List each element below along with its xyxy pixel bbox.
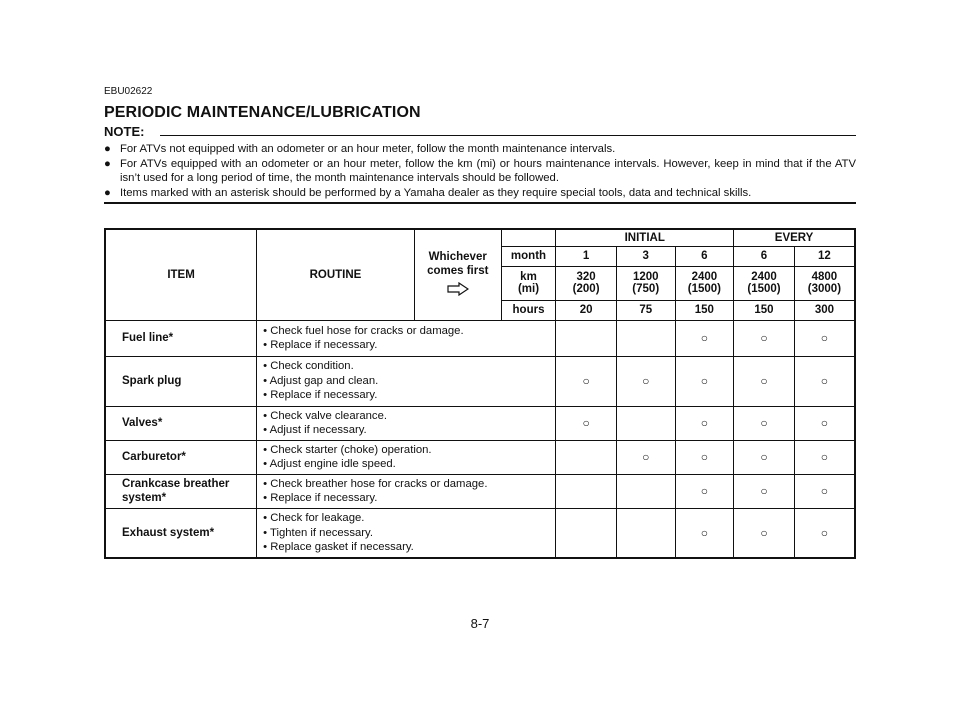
routine-cell [257,474,556,508]
mi-number: (200) [572,283,600,295]
bullet-icon: ● [104,157,111,170]
interval-cell [556,320,617,356]
circle-mark-icon: ○ [700,484,708,498]
item-cell [105,320,257,356]
circle-mark-icon: ○ [642,450,650,464]
column-header-item: ITEM [105,229,257,320]
month-value: 3 [616,246,675,266]
routine-step: • Replace if necessary. [263,339,378,351]
km-value [794,266,855,300]
interval-cell [675,508,734,558]
interval-cell [675,406,734,440]
routine-step: • Check condition. [263,360,354,373]
routine-step: • Check valve clearance. [263,409,387,422]
circle-mark-icon: ○ [760,450,768,464]
km-value [616,266,675,300]
routine-step: • Replace if necessary. [263,492,378,504]
item-cell [105,440,257,474]
comes-first-line: comes first [427,265,489,277]
item-text: Spark plug [122,375,182,387]
table-row [105,508,855,558]
interval-cell [734,440,795,474]
item-cell [105,406,257,440]
page-number: 8-7 [470,616,490,631]
circle-mark-icon: ○ [760,331,768,345]
interval-cell [616,440,675,474]
bullet-icon: ● [104,186,111,199]
arrow-right-icon [415,282,501,296]
circle-mark-icon: ○ [700,450,708,464]
mi-number: (1500) [687,283,721,295]
circle-mark-icon: ○ [820,450,829,464]
section-code: EBU02622 [104,86,153,97]
interval-cell [675,440,734,474]
label-km-mi [501,266,556,300]
interval-cell [734,320,795,356]
month-value: 1 [556,246,617,266]
km-number: 4800 [811,271,838,283]
interval-cell [616,406,675,440]
interval-cell [556,406,617,440]
routine-cell [257,356,556,406]
interval-cell [556,440,617,474]
routine-step: • Adjust if necessary. [263,424,367,436]
circle-mark-icon: ○ [760,416,768,430]
item-text: Fuel line* [122,332,174,344]
routine-step: • Check for leakage. [263,512,365,524]
interval-cell [734,474,795,508]
note-header [104,124,856,138]
header-row-group [105,229,855,246]
mi-number: (750) [632,283,660,295]
routine-cell [257,440,556,474]
interval-cell [556,508,617,558]
note-item [104,142,856,157]
mi-number: (3000) [807,283,842,295]
label-hours: hours [501,300,556,320]
item-cell [105,356,257,406]
routine-step: • Adjust engine idle speed. [263,458,396,470]
routine-cell [257,508,556,558]
interval-cell [616,508,675,558]
bullet-icon: ● [104,143,111,155]
interval-cell [556,356,617,406]
interval-cell [616,320,675,356]
item-text: system* [122,492,167,504]
page-title: PERIODIC MAINTENANCE/LUBRICATION [104,104,421,121]
table-row [105,474,855,508]
interval-cell [794,320,855,356]
hours-value: 150 [675,300,734,320]
note-list [104,142,856,200]
km-number: 2400 [691,271,718,283]
circle-mark-icon: ○ [820,484,829,498]
item-text: Exhaust system* [122,526,215,539]
maintenance-rows [105,320,855,558]
note-text: For ATVs equipped with an odometer or an hour meter, follow the km (mi) or hours maintenance intervals. However, keep in mind that if the ATV isn’t used for a long period of time, the month maintenance intervals should be followed. [120,157,856,184]
item-text: Carburetor* [122,451,186,463]
routine-step: • Check breather hose for cracks or damage. [263,477,488,490]
hours-value: 150 [734,300,795,320]
interval-cell [794,406,855,440]
label-km: km [520,271,537,283]
maintenance-table [104,228,856,559]
routine-step: • Tighten if necessary. [263,526,373,539]
note-item [104,157,856,186]
circle-mark-icon: ○ [760,374,768,388]
routine-step: • Adjust gap and clean. [263,374,379,387]
circle-mark-icon: ○ [700,374,708,388]
interval-cell [794,440,855,474]
hours-value: 75 [616,300,675,320]
table-row [105,356,855,406]
routine-step: • Check starter (choke) operation. [263,443,432,456]
label-mi: (mi) [517,283,540,295]
column-header-routine: ROUTINE [257,229,415,320]
note-divider-bottom [104,202,856,204]
table-row [105,320,855,356]
circle-mark-icon: ○ [820,416,829,430]
interval-cell [794,474,855,508]
routine-step: • Replace if necessary. [263,389,378,402]
km-value [675,266,734,300]
circle-mark-icon: ○ [582,416,590,430]
note-text: Items marked with an asterisk should be performed by a Yamaha dealer as they require special tools, data and technical skills. [120,186,752,199]
mi-number: (1500) [747,283,781,295]
group-initial: INITIAL [556,229,734,246]
item-text: Crankcase breather [122,478,230,490]
km-value [556,266,617,300]
interval-cell [675,356,734,406]
interval-cell [675,474,734,508]
km-number: 2400 [751,271,777,283]
routine-step: • Replace gasket if necessary. [263,541,414,553]
month-value: 12 [794,246,855,266]
circle-mark-icon: ○ [820,331,829,345]
interval-cell [616,356,675,406]
whichever-comes-first [414,229,501,320]
group-spacer [501,229,556,246]
circle-mark-icon: ○ [582,374,590,388]
circle-mark-icon: ○ [820,374,829,388]
routine-cell [257,406,556,440]
km-number: 1200 [632,271,659,283]
circle-mark-icon: ○ [760,525,768,540]
interval-cell [734,508,795,558]
circle-mark-icon: ○ [700,525,708,540]
hours-value: 300 [794,300,855,320]
label-month: month [501,246,556,266]
circle-mark-icon: ○ [820,525,829,540]
note-text: For ATVs not equipped with an odometer or an hour meter, follow the month maintenance intervals. [120,143,616,155]
interval-cell [734,406,795,440]
item-cell [105,508,257,558]
table-row [105,440,855,474]
circle-mark-icon: ○ [700,331,708,345]
routine-cell [257,320,556,356]
interval-cell [675,320,734,356]
hours-value: 20 [556,300,617,320]
circle-mark-icon: ○ [700,416,708,430]
note-label: NOTE: [104,124,145,139]
item-text: Valves* [122,417,163,429]
interval-cell [556,474,617,508]
interval-cell [734,356,795,406]
routine-step: • Check fuel hose for cracks or damage. [263,324,464,337]
note-item [104,186,856,201]
km-value [734,266,795,300]
group-every: EVERY [734,229,855,246]
table-row [105,406,855,440]
item-cell [105,474,257,508]
month-value: 6 [675,246,734,266]
interval-cell [794,508,855,558]
interval-cell [794,356,855,406]
km-number: 320 [576,271,596,283]
circle-mark-icon: ○ [760,484,768,498]
month-value: 6 [734,246,795,266]
whichever-line: Whichever [428,251,487,263]
interval-cell [616,474,675,508]
note-divider-top [160,135,856,136]
circle-mark-icon: ○ [642,374,650,388]
